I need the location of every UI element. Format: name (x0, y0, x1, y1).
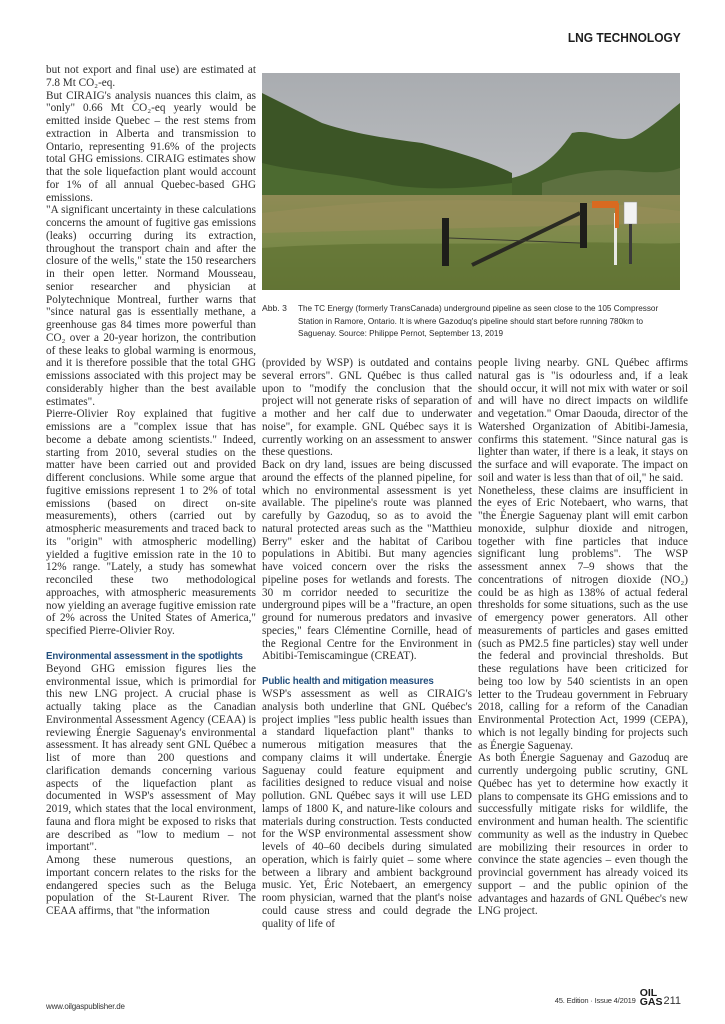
page-number: 211 (663, 995, 681, 1007)
text-column-2 (262, 357, 472, 930)
paragraph: As both Énergie Saguenay and Gazoduq are currently undergoing public scrutiny, GNL Québec has yet to determine how exactly it plans to compensate its GHG emissions and to successfully mitigate risks for wildlife, the environment and human health. The scientific community as well as the industry in Quebec are mobilizing their resources in order to convince the state agencies – even though the provincial government has already voiced its support – and the public opinion of the advantages and hazards of GNL Québec's new LNG project. (478, 752, 688, 918)
paragraph: (provided by WSP) is outdated and contains several errors". GNL Québec is thus called upon to "modify the conclusion that the project will not generate risks of separation of a mother and her calf due to underwater noise", for example. GNL Québec says it is currently working on an assessment to answer these questions. (262, 357, 472, 459)
edition-info: 45. Edition · Issue 4/2019 (554, 996, 636, 1005)
paragraph: WSP's assessment as well as CIRAIG's analysis both underline that GNL Québec's project implies "less public health issues than a standard liquefaction plant" thanks to numerous mitigation measures that the company claims it will undertake. Énergie Saguenay could feature equipment and facilities designed to reduce visual and noise pollution. GNL Québec says it will use LED lamps of 1800 K, and nature-like colours and materials during construction. Tests conducted for the WSP environmental assessment show levels of 40–60 decibels during simulated operation, which is fairly quiet – some where between a library and ambient background music. Yet, Éric Notebaert, an emergency room physician, warned that the plant's noise could cause stress and could degrade the quality of life of (262, 688, 472, 930)
section-title: LNG TECHNOLOGY (568, 30, 681, 45)
paragraph: but not export and final use) are estimated at 7.8 Mt CO₂-eq. (46, 64, 256, 89)
paragraph: Beyond GHG emission figures lies the environmental issue, which is primordial for this new LNG project. A crucial phase is actually taking place as the Canadian Environmental Assessment Agency (CEAA) is reviewing Énergie Saguenay's environmental assessment. It has already sent GNL Québec a list of more than 200 questions and clarification demands concerning various aspects of the liquefaction plant as documented in WSP's assessment of May 2019, which states that the local environment, fauna and flora might be exposed to risks that are described as "low to medium – not important". (46, 662, 256, 854)
paragraph: people living nearby. GNL Québec affirms natural gas is "is odourless and, if a leak should occur, it will not mix with water or soil and will have no direct impacts on wildlife and vegetation." Omar Daouda, director of the Watershed Organization of Abitibi-Jamesia, confirms this statement. "Since natural gas is lighter than water, if there is a leak, it stays on the surface and will evaporate. The impact on soil and water is less than that of oil," he said. (478, 357, 688, 484)
oil-gas-logo-icon (640, 989, 663, 1007)
pipeline-photo (262, 73, 680, 290)
figure-caption-text: The TC Energy (formerly TransCanada) underground pipeline as seen close to the 105 Compressor Station in Ramore, Ontario. It is where Gazoduq's pipeline should start before running 780km to Saguenay. Source: Philippe Pernot, September 13, 2019 (298, 303, 659, 338)
paragraph: Pierre-Olivier Roy explained that fugitive emissions are a "complex issue that has become a debate among scientists." Indeed, starting from 2010, several studies on the matter have been carried out and provided different conclusions. While some argue that fugitive emissions represent 1 to 2% of total emissions (based on direct on-site measurements), others (carried out by atmospheric measurements and traced back to its "origin" with atmospheric modelling) yielded a fugitive emission rate in the 10 to 12% range. "Lately, a study has somewhat reconciled these two methodological approaches, with atmospheric measurements now yielding an average fugitive emission rate of 2% across the United States of America," specified Pierre-Olivier Roy. (46, 408, 256, 637)
paragraph: Among these numerous questions, an important concern relates to the risks for the endangered species such as the Beluga population of the St-Laurent River. The CEAA affirms, that "the information (46, 854, 256, 917)
subheading-environmental-assessment: Environmental assessment in the spotlights (46, 650, 243, 662)
page-footer (555, 989, 681, 1007)
text-column-1 (46, 64, 256, 918)
paragraph: Back on dry land, issues are being discussed around the effects of the planned pipeline, for which no environmental assessment is yet available. The pipeline's route was planned carefully by Gazoduq, so as to avoid the natural protected areas such as the "Matthieu Berry" esker and the habitat of Caribou populations in Abitibi. But many agencies have voiced concern over the risks the pipeline poses for wetlands and forests. The 30 m corridor needed to securitize the underground pipes will be a "fracture, an open ground for numerous predators and invasive species," fears Clémentine Cornille, head of the Regional Centre for the Environment in Abitibi-Temiscamingue (CREAT). (262, 459, 472, 663)
publisher-website-link[interactable]: www.oilgaspublisher.de (46, 1002, 125, 1011)
landscape-image-icon (262, 73, 680, 290)
paragraph: But CIRAIG's analysis nuances this claim, as "only" 0.66 Mt CO₂-eq yearly would be emitted inside Quebec – the rest stems from extraction in Alberta and transmission to Ontario, representing 91.6% of the projects total GHG emissions. CIRAIG estimates show that the sole liquefaction plant would account for 1% of all annual Quebec-based GHG emissions. (46, 89, 256, 204)
subheading-public-health: Public health and mitigation measures (262, 676, 434, 687)
figure-caption (262, 302, 682, 340)
logo-line-oil: OIL (639, 987, 658, 999)
logo-line-gas: GAS (639, 996, 663, 1008)
figure-label: Abb. 3 (262, 303, 287, 313)
paragraph: Nonetheless, these claims are insufficient in the eyes of Eric Notebaert, who warns, that "the Énergie Saguenay plant will emit carbon monoxide, sulphur dioxide and nitrogen, together with fine particles that induce significant lung problems". The WSP assessment annex 7–9 shows that the concentrations of nitrogen dioxide (NO₂) could be as high as 138% of actual federal thresholds for some situations, such as the use of emergency power generators. All other measurements of particles and gases emitted (such as PM2.5 fine particles) stay well under the federal and provincial thresholds. But these regulations have been criticized for being too low by 540 scientists in an open letter to the Trudeau government in February 2018, calling for a reform of the Canadian Environmental Protection Act, 1999 (CEPA), which is not legally binding for projects such as Énergie Saguenay. (478, 484, 688, 752)
text-column-3 (478, 357, 688, 918)
paragraph: "A significant uncertainty in these calculations concerns the amount of fugitive gas emissions (leaks) occurring during its extraction, throughout the transport chain and after the closure of the wells," state the 150 researchers in their open letter. Normand Mousseau, senior researcher and physician at Polytechnique Montreal, further warns that "since natural gas is essentially methane, a greenhouse gas 84 times more powerful than CO₂ over a 20-year horizon, the contribution of these leaks to global warming is enormous, and it is therefore possible that the total GHG emissions associated with this project may be considerably higher than the best available estimates". (46, 204, 256, 408)
